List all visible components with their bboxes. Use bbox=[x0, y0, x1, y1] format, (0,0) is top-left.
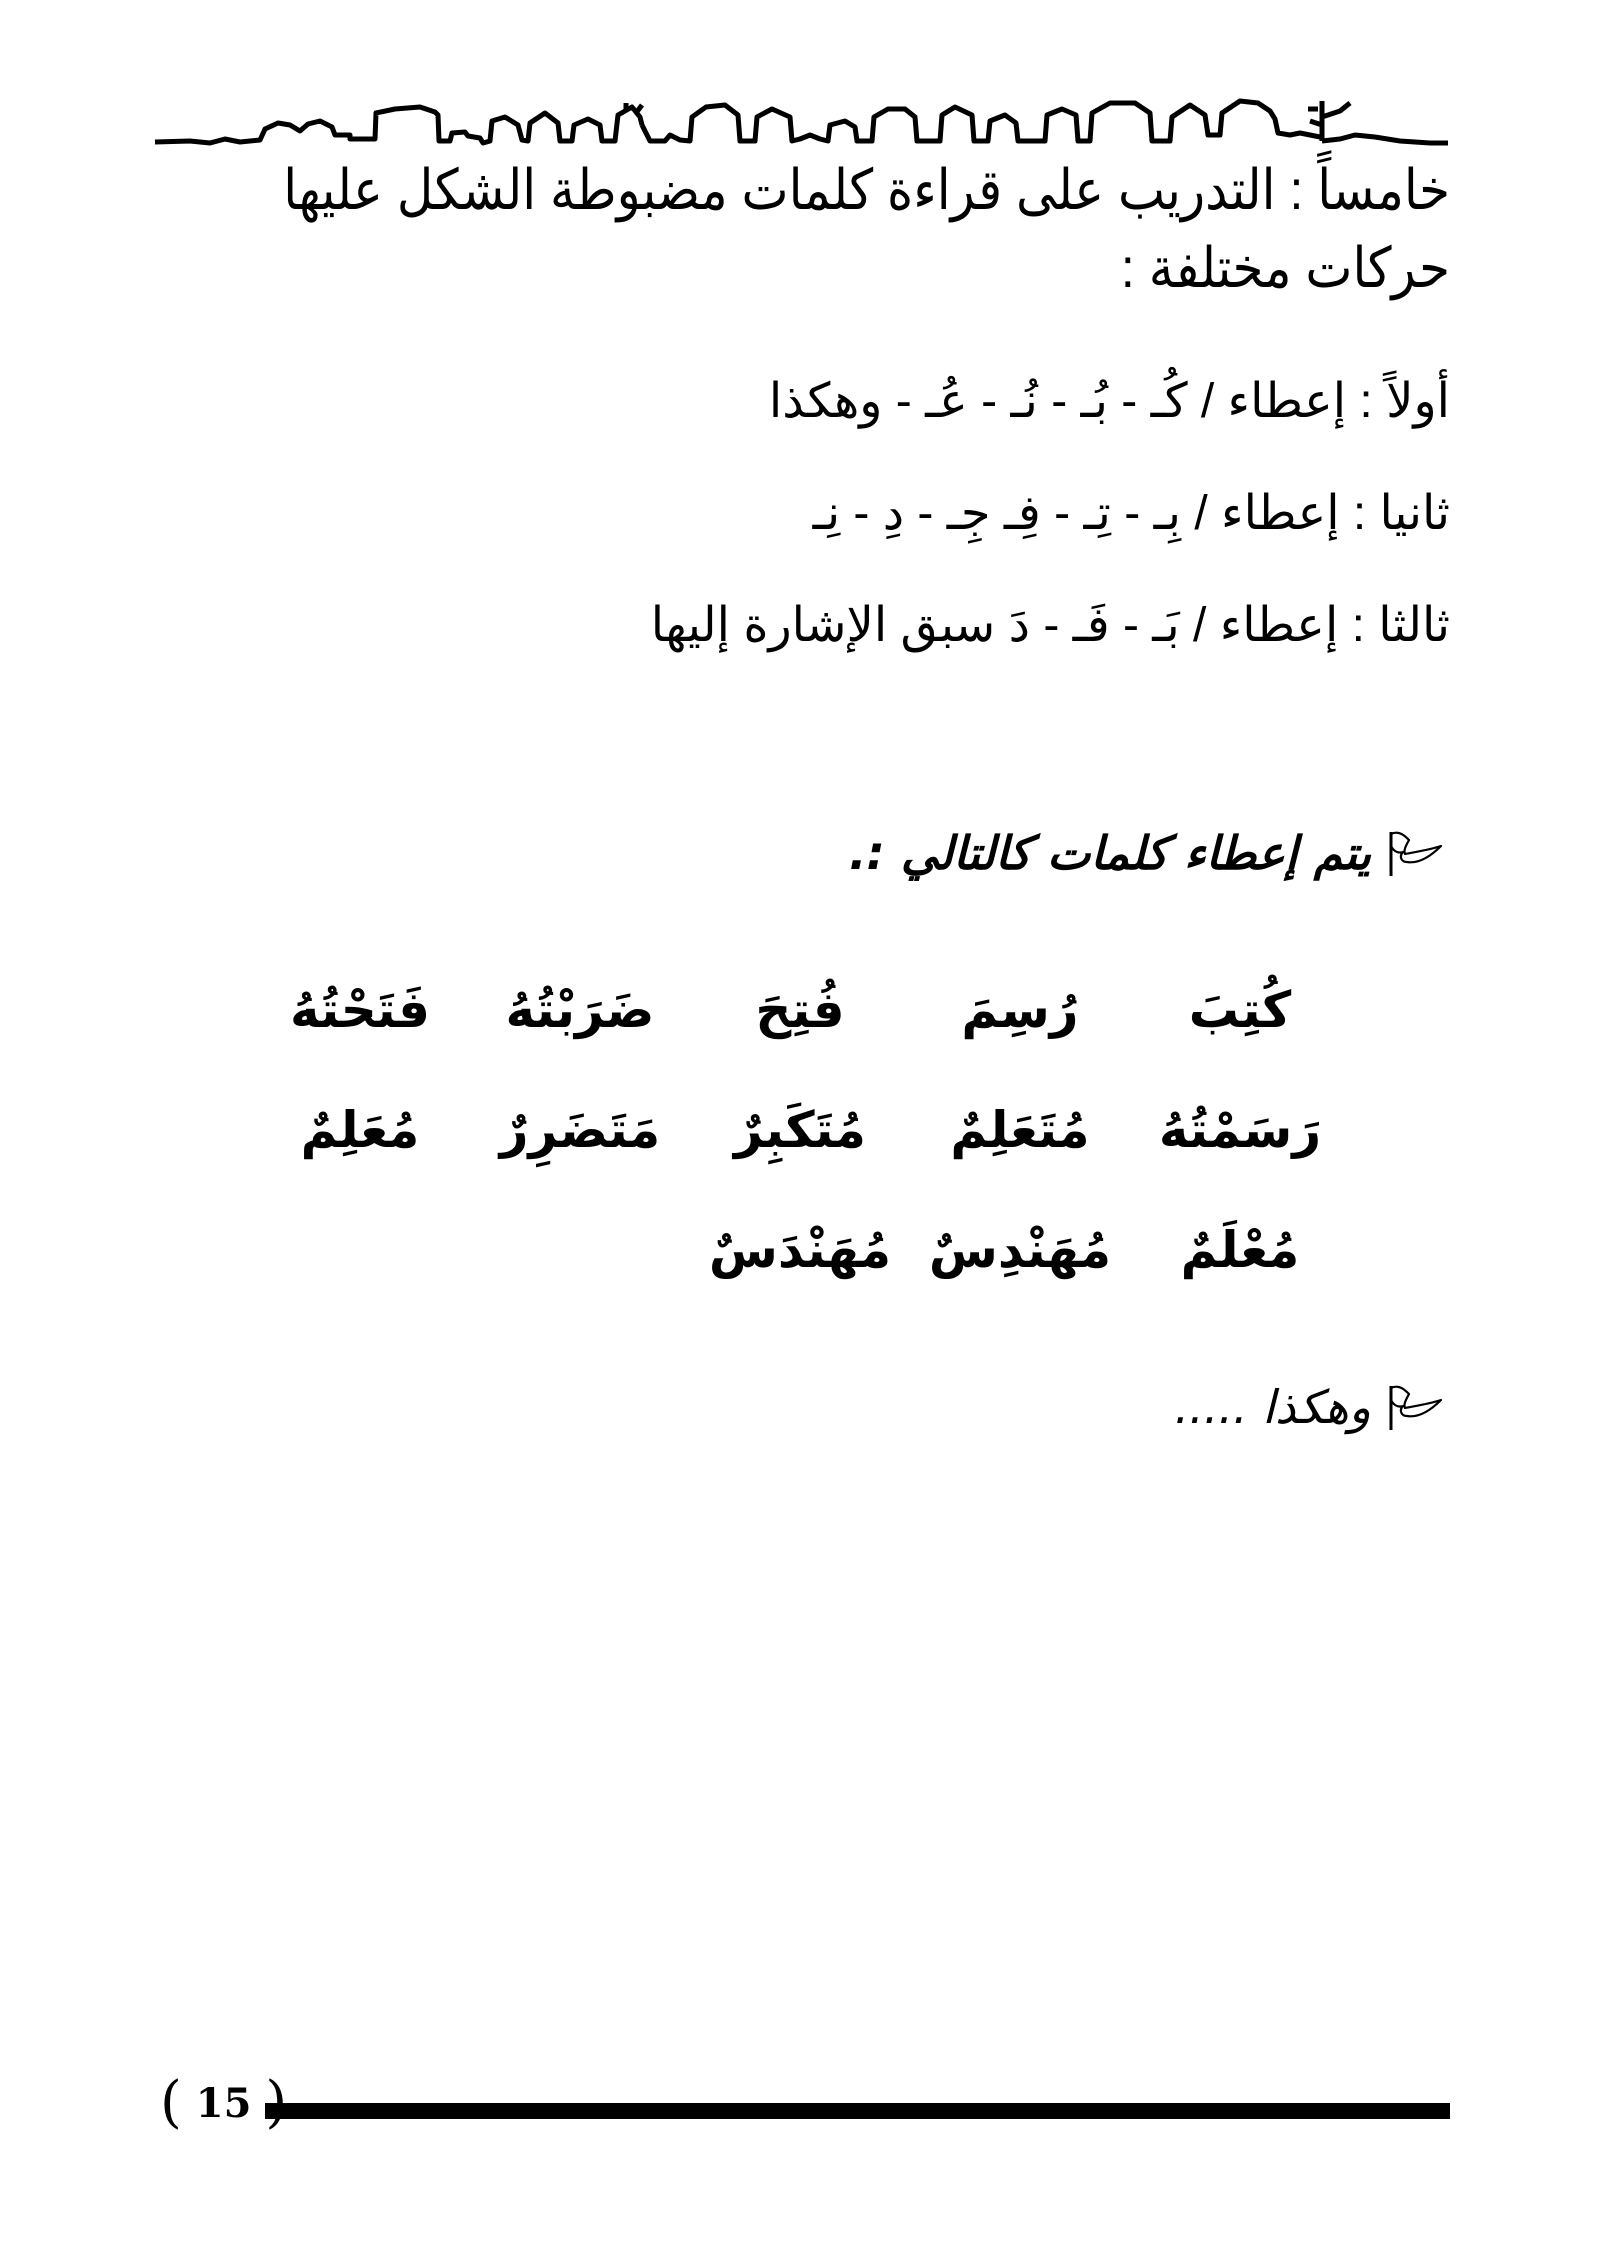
footer-rule-divider bbox=[265, 2103, 1450, 2119]
flag-icon bbox=[1385, 828, 1445, 878]
step-second: ثانيا : إعطاء / بِـ - تِـ - فِـ جِـ - دِ - نِـ bbox=[812, 487, 1450, 540]
step-third: ثالثا : إعطاء / بَـ - فَـ - دَ سبق الإشارة إليها bbox=[650, 599, 1450, 652]
note-text: يتم إعطاء كلمات كالتالي :. bbox=[848, 826, 1371, 880]
word-item: ضَرَبْتُهُ bbox=[505, 981, 655, 1039]
section-title-line-2: حركات مختلفة : bbox=[1120, 236, 1450, 300]
page-number-value: 15 bbox=[195, 2080, 252, 2127]
open-paren: ( bbox=[160, 2070, 182, 2135]
word-row bbox=[250, 1190, 1350, 1310]
word-row bbox=[250, 1070, 1350, 1190]
note-and-so-on bbox=[1174, 1382, 1445, 1432]
word-item: مَتَضَرِرٌ bbox=[499, 1101, 661, 1159]
note-words-intro bbox=[849, 828, 1445, 878]
note-text: وهكذا ..... bbox=[1174, 1380, 1371, 1434]
page-footer bbox=[160, 2065, 1455, 2140]
word-item: فَتَحْتُهُ bbox=[290, 981, 430, 1039]
word-item: مُعَلِمٌ bbox=[300, 1101, 420, 1159]
word-item: مُتَكَبِرٌ bbox=[734, 1101, 866, 1159]
word-item: مُعْلَمٌ bbox=[1180, 1221, 1300, 1279]
word-row bbox=[250, 950, 1350, 1070]
skyline-banner-icon bbox=[150, 95, 1450, 160]
flag-icon bbox=[1385, 1382, 1445, 1432]
word-item: رُسِمَ bbox=[961, 981, 1079, 1039]
section-title-line-1: خامساً : التدريب على قراءة كلمات مضبوطة الشكل عليها bbox=[283, 158, 1450, 222]
word-item: مُهَنْدَسٌ bbox=[708, 1221, 892, 1279]
vocalized-words-grid bbox=[250, 950, 1350, 1310]
step-first: أولاً : إعطاء / كُـ - بُـ - نُـ - عُـ - وهكذا bbox=[768, 375, 1450, 428]
word-item: رَسَمْتُهُ bbox=[1158, 1101, 1322, 1159]
word-item: مُتَعَلِمٌ bbox=[950, 1101, 1090, 1159]
word-item: فُتِحَ bbox=[755, 981, 845, 1039]
word-item: كُتِبَ bbox=[1188, 981, 1292, 1039]
word-item: مُهَنْدِسٌ bbox=[928, 1221, 1112, 1279]
